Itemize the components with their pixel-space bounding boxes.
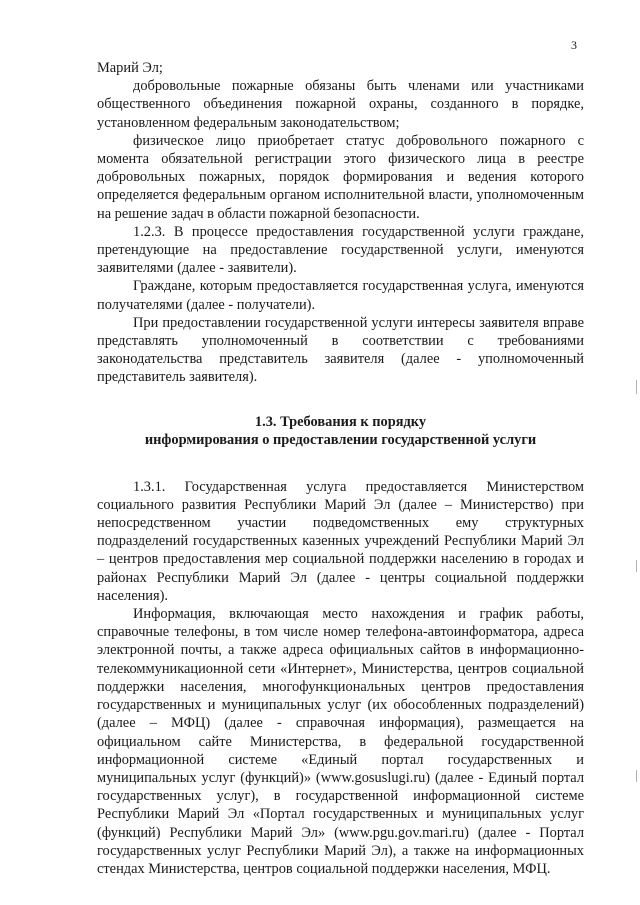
paragraph: физическое лицо приобретает статус добровольного пожарного с момента обязательной регистрации этого физического лица в реестре добровольных пожарных, порядок формирования и ведения которого определяется федеральным органом исполнительной власти, уполномоченным на решение задач в области пожарной безопасности. bbox=[97, 132, 584, 222]
paragraph: добровольные пожарные обязаны быть членами или участниками общественного объединения пожарной охраны, созданного в порядке, установленном федеральным законодательством; bbox=[97, 78, 584, 131]
paragraph: Марий Эл; bbox=[97, 60, 163, 76]
scan-edge-mark bbox=[636, 380, 637, 394]
document-body bbox=[97, 59, 584, 878]
section-heading bbox=[97, 413, 584, 450]
scan-edge-mark bbox=[636, 560, 637, 572]
scan-edge-mark bbox=[636, 770, 637, 782]
section-heading-line: 1.3. Требования к порядку bbox=[254, 413, 427, 430]
page-number: 3 bbox=[571, 38, 577, 52]
section-heading-line: информирования о предоставлении государственной услуги bbox=[144, 432, 537, 449]
paragraph: Информация, включающая место нахождения и график работы, справочные телефоны, в том числе номер телефона-автоинформатора, адреса электронной почты, а также адреса официальных сайтов в информационно-телекоммуникационной сети «Интернет», Министерства, центров социальной поддержки населения, многофункциональных центров предоставления государственных и муниципальных услуг (их обособленных подразделений) (далее – МФЦ) (далее - справочная информация), размещается на официальном сайте Министерства, в федеральной государственной информационной системе «Единый портал государственных и муниципальных услуг (функций)» (www.gosuslugi.ru) (далее - Единый портал государственных услуг), в государственной информационной системе Республики Марий Эл «Портал государственных и муниципальных услуг (функций) Республики Марий Эл» (www.pgu.gov.mari.ru) (далее - Портал государственных услуг Республики Марий Эл), а также на информационных стендах Министерства, центров социальной поддержки населения, МФЦ. bbox=[97, 606, 584, 877]
paragraph: При предоставлении государственной услуги интересы заявителя вправе представлять уполномоченный в соответствии с требованиями законодательства представитель заявителя (далее - уполномоченный представитель заявителя). bbox=[97, 314, 584, 386]
paragraph: 1.3.1. Государственная услуга предоставляется Министерством социального развития Республики Марий Эл (далее – Министерство) при непосредственном участии подведомственных ему структурных подразделений государственных казенных учреждений Республики Марий Эл – центров предоставления мер социальной поддержки населению в городах и районах Республики Марий Эл (далее - центры социальной поддержки населения). bbox=[97, 478, 584, 604]
paragraph: 1.2.3. В процессе предоставления государственной услуги граждане, претендующие на предоставление государственной услуги, именуются заявителями (далее - заявители). bbox=[97, 223, 584, 277]
paragraph: Граждане, которым предоставляется государственная услуга, именуются получателями (далее - получатели). bbox=[97, 278, 584, 313]
